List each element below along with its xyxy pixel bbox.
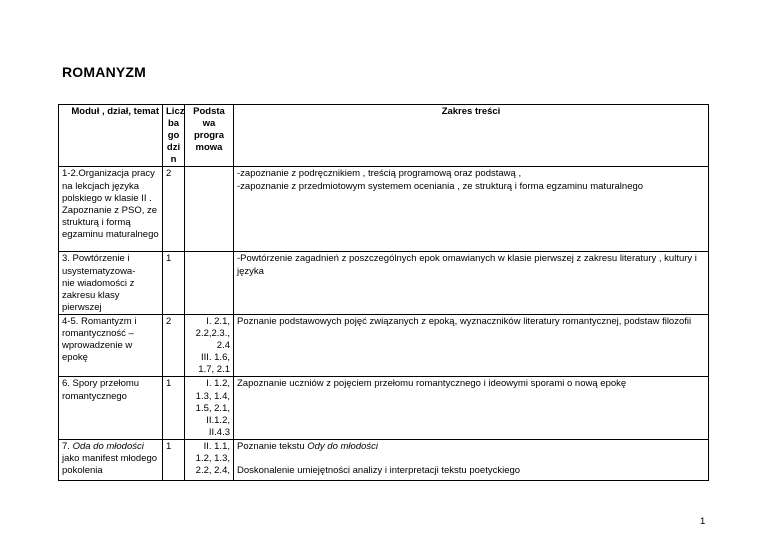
curriculum-table (58, 104, 709, 481)
row-hours-cell: 1 (163, 252, 185, 314)
row-module-cell: 1-2.Organizacja pracy na lekcjach języka polskiego w klasie II . Zapoznanie z PSO, ze strukturą i formą egzaminu maturalnego (59, 167, 163, 252)
content-line: -Powtórzenie zagadnień z poszczególnych epok omawianych w klasie pierwszej z zakresu literatury , kultury i języka (237, 253, 700, 277)
row-hours-cell: 2 (163, 314, 185, 376)
table-row (59, 439, 709, 480)
header-module: Moduł , dział, temat (59, 105, 163, 167)
header-basis: Podsta wa progra mowa (185, 105, 234, 167)
document-title: ROMANYZM (62, 64, 147, 80)
content-line: -zapoznanie z przedmiotowym systemem oceniania , ze strukturą i forma egzaminu maturalnego (237, 180, 644, 192)
row-module-cell: 6. Spory przełomu romantycznego (59, 377, 163, 439)
row-content-cell (234, 314, 709, 376)
row-module-cell: 4-5. Romantyzm i romantyczność – wprowadzenie w epokę (59, 314, 163, 376)
row-basis-cell: I. 1.2, 1.3, 1.4, 1.5, 2.1, II.1.2, II.4.3 (185, 377, 234, 439)
header-hours: Licz ba go dzi n (163, 105, 185, 167)
page-number: 1 (700, 516, 706, 527)
content-line: Poznanie podstawowych pojęć związanych z epoką, wyznaczników literatury romantycznej, podstaw filozofii (237, 315, 692, 327)
row-module-cell: 7. Oda do młodości jako manifest młodego pokolenia (59, 439, 163, 480)
content-line: Poznanie tekstu Ody do młodości (237, 440, 379, 452)
row-content-cell (234, 377, 709, 439)
row-content-cell (234, 252, 709, 314)
content-line: Zapoznanie uczniów z pojęciem przełomu romantycznego i ideowymi sporami o nową epokę (237, 378, 627, 390)
table-header-row (59, 105, 709, 167)
row-basis-cell (185, 252, 234, 314)
table-row (59, 167, 709, 252)
table-row (59, 314, 709, 376)
row-basis-cell (185, 167, 234, 252)
work-title: Ody do młodości (307, 440, 379, 452)
row-basis-cell: I. 2.1, 2.2,2.3., 2.4 III. 1.6, 1.7, 2.1 (185, 314, 234, 376)
row-content-cell (234, 439, 709, 480)
work-title: Oda do młodości (72, 440, 144, 452)
row-module-cell: 3. Powtórzenie i usystematyzowa- nie wiadomości z zakresu klasy pierwszej (59, 252, 163, 314)
row-hours-cell: 1 (163, 377, 185, 439)
content-line: Doskonalenie umiejętności analizy i interpretacji tekstu poetyckiego (237, 464, 521, 476)
row-hours-cell: 1 (163, 439, 185, 480)
content-line: -zapoznanie z podręcznikiem , treścią programową oraz podstawą , (237, 168, 522, 180)
table-row (59, 377, 709, 439)
row-basis-cell: II. 1.1, 1.2, 1.3, 2.2, 2.4, (185, 439, 234, 480)
table-row (59, 252, 709, 314)
row-hours-cell: 2 (163, 167, 185, 252)
header-content: Zakres treści (234, 105, 709, 167)
row-content-cell (234, 167, 709, 252)
